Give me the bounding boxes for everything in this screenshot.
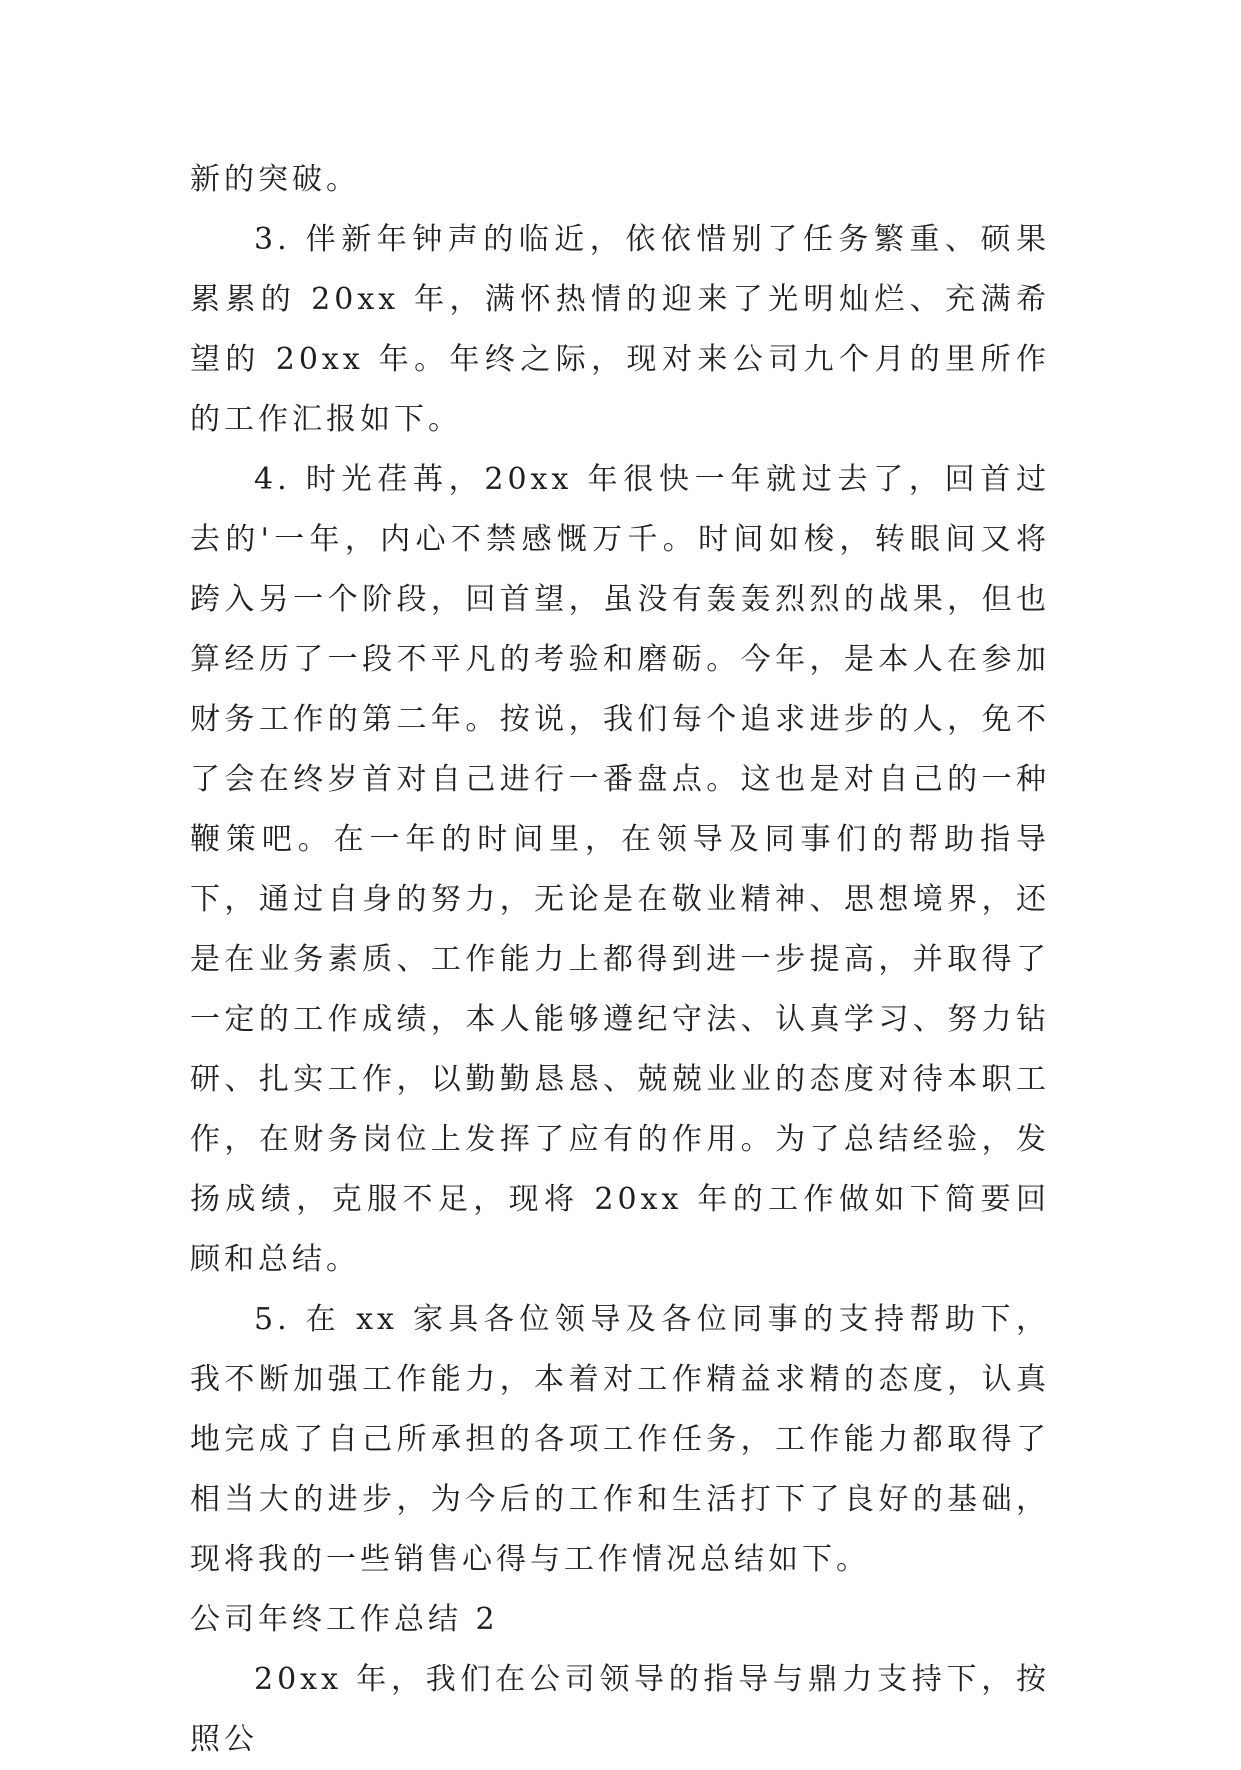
section-paragraph: 20xx 年，我们在公司领导的指导与鼎力支持下，按照公	[190, 1662, 1050, 1757]
document-body	[190, 150, 1050, 1770]
paragraph-item-4: 4. 时光荏苒，20xx 年很快一年就过去了，回首过去的'一年，内心不禁感慨万千。时间如梭，转眼间又将跨入另一个阶段，回首望，虽没有轰轰烈烈的战果，但也算经历了一段不平凡的考验和磨砺。今年，是本人在参加财务工作的第二年。按说，我们每个追求进步的人，免不了会在终岁首对自己进行一番盘点。这也是对自己的一种鞭策吧。在一年的时间里，在领导及同事们的帮助指导下，通过自身的努力，无论是在敬业精神、思想境界，还是在业务素质、工作能力上都得到进一步提高，并取得了一定的工作成绩，本人能够遵纪守法、认真学习、努力钻研、扎实工作，以勤勤恳恳、兢兢业业的态度对待本职工作，在财务岗位上发挥了应有的作用。为了总结经验，发扬成绩，克服不足，现将 20xx 年的工作做如下简要回顾和总结。	[190, 462, 1050, 1277]
paragraph-continuation: 新的突破。	[190, 162, 360, 197]
paragraph-item-3: 3. 伴新年钟声的临近，依依惜别了任务繁重、硕果累累的 20xx 年，满怀热情的迎来了光明灿烂、充满希望的 20xx 年。年终之际，现对来公司九个月的里所作的工作汇报如下。	[190, 222, 1050, 437]
paragraph-item-5: 5. 在 xx 家具各位领导及各位同事的支持帮助下，我不断加强工作能力，本着对工作精益求精的态度，认真地完成了自己所承担的各项工作任务，工作能力都取得了相当大的进步，为今后的工作和生活打下了良好的基础，现将我的一些销售心得与工作情况总结如下。	[190, 1302, 1050, 1577]
section-title: 公司年终工作总结 2	[190, 1602, 499, 1637]
